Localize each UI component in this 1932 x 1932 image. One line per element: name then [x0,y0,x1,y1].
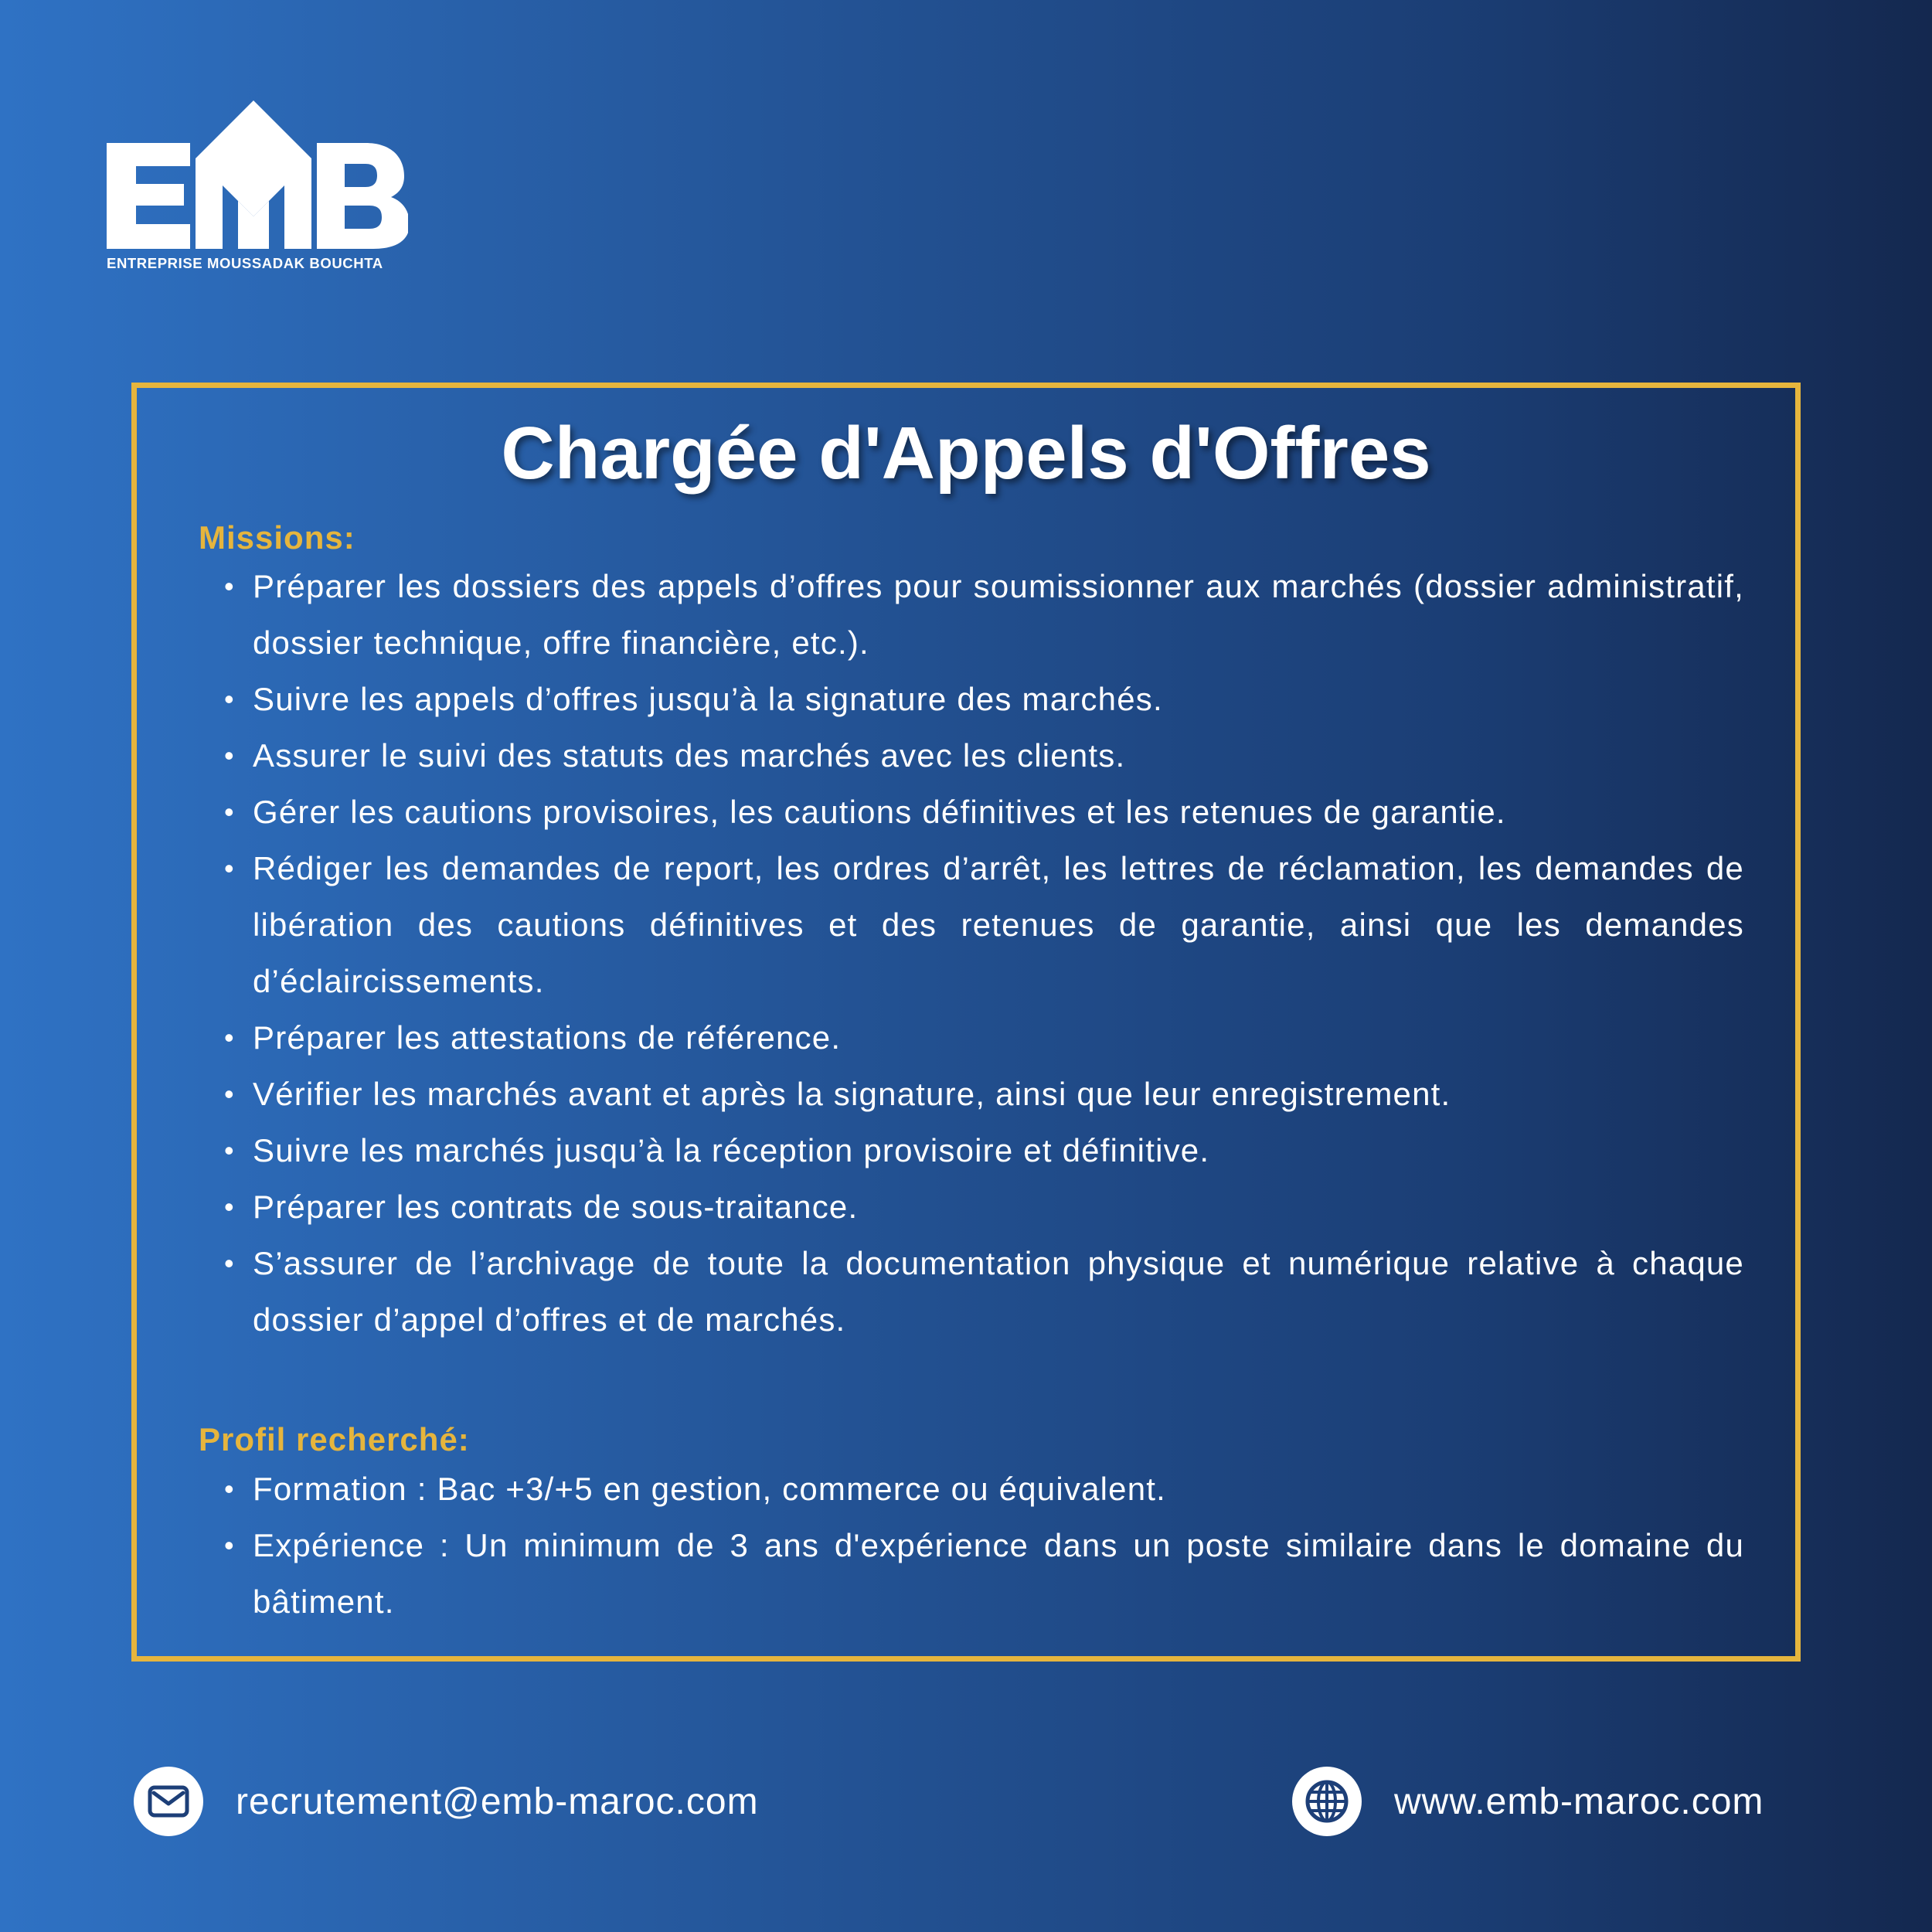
job-offer-card [131,383,1801,1662]
missions-list [224,558,1744,1348]
list-item [224,1461,1744,1517]
list-item [224,1179,1744,1235]
website-link[interactable]: www.emb-maroc.com [1394,1781,1764,1822]
bullet-icon: • [224,683,235,715]
emb-logo-mark [107,100,408,255]
bullet-icon: • [224,1134,235,1166]
logo-tagline: ENTREPRISE MOUSSADAK BOUCHTA [107,255,383,271]
list-item [224,1009,1744,1066]
mission-text: Suivre les marchés jusqu’à la réception provisoire et définitive. [253,1132,1210,1168]
list-item [224,727,1744,784]
list-item [224,1517,1744,1630]
globe-icon [1292,1767,1362,1836]
mission-text: Préparer les contrats de sous-traitance. [253,1189,859,1225]
bullet-icon: • [224,1078,235,1110]
mission-text: Préparer les attestations de référence. [253,1019,842,1056]
list-item [224,671,1744,727]
mission-text: Préparer les dossiers des appels d’offres pour soumissionner aux marchés (dossier administratif, dossier technique, offre financière, etc.). [253,568,1744,661]
contact-email[interactable] [134,1766,759,1837]
bullet-icon: • [224,1473,235,1505]
mission-text: S’assurer de l’archivage de toute la documentation physique et numérique relative à chaque dossier d’appel d’offres et de marchés. [253,1245,1744,1338]
company-logo [107,100,408,280]
mission-text: Rédiger les demandes de report, les ordres d’arrêt, les lettres de réclamation, les demandes de libération des cautions définitives et des retenues de garantie, ainsi que les demandes d’éclaircissements. [253,850,1744,999]
job-title: Chargée d'Appels d'Offres [501,412,1431,495]
list-item [224,558,1744,671]
bullet-icon: • [224,1529,235,1561]
profil-heading: Profil recherché: [199,1421,470,1458]
bullet-icon: • [224,1022,235,1053]
bullet-icon: • [224,796,235,828]
bullet-icon: • [224,1191,235,1223]
mission-text: Vérifier les marchés avant et après la signature, ainsi que leur enregistrement. [253,1076,1451,1112]
profil-text: Formation : Bac +3/+5 en gestion, commerce ou équivalent. [253,1471,1167,1507]
profil-text: Expérience : Un minimum de 3 ans d'expérience dans un poste similaire dans le domaine du bâtiment. [253,1527,1744,1620]
email-link[interactable]: recrutement@emb-maroc.com [236,1781,759,1822]
mission-text: Assurer le suivi des statuts des marchés avec les clients. [253,737,1126,774]
list-item [224,1122,1744,1179]
profil-list [224,1461,1744,1630]
bullet-icon: • [224,570,235,602]
list-item [224,840,1744,1009]
contact-website[interactable] [1292,1766,1764,1837]
mission-text: Suivre les appels d’offres jusqu’à la signature des marchés. [253,681,1163,717]
bullet-icon: • [224,740,235,771]
missions-heading: Missions: [199,519,355,556]
bullet-icon: • [224,1247,235,1279]
list-item [224,1235,1744,1348]
envelope-icon [134,1767,203,1836]
mission-text: Gérer les cautions provisoires, les cautions définitives et les retenues de garantie. [253,794,1506,830]
list-item [224,1066,1744,1122]
list-item [224,784,1744,840]
bullet-icon: • [224,852,235,884]
